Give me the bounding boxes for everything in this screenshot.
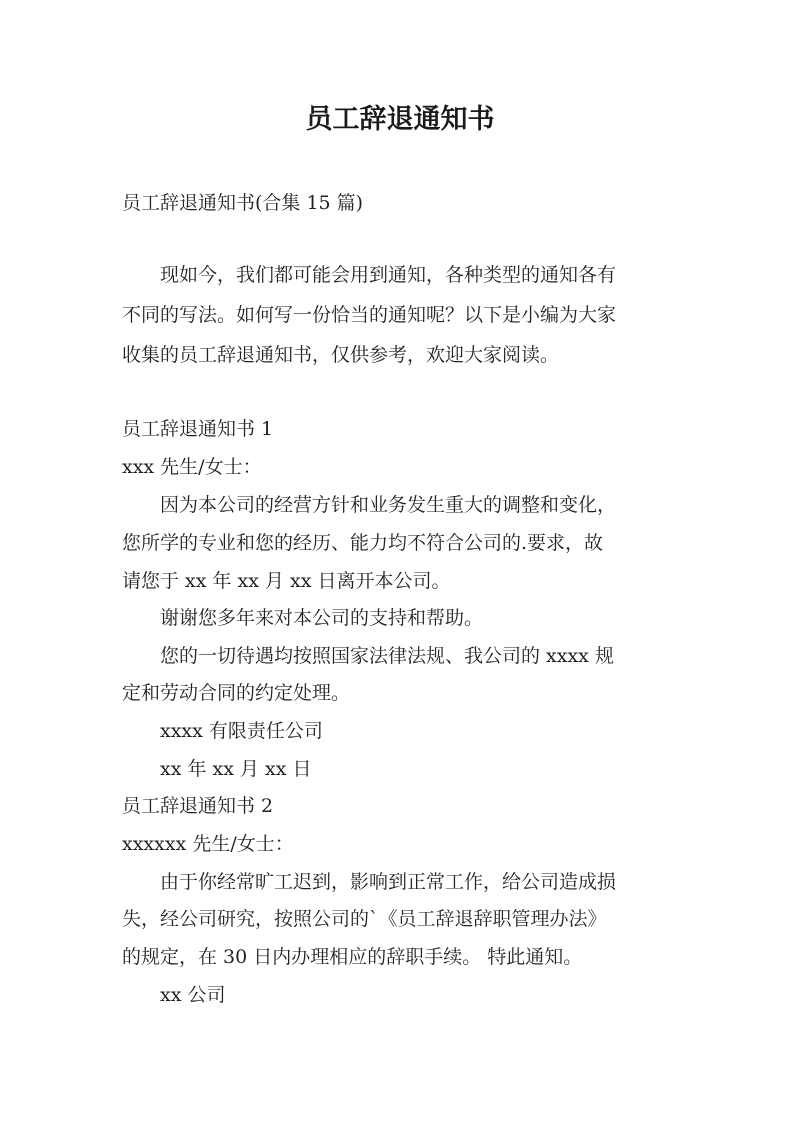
- notice2-paragraph1-line-3: 的规定，在 30 日内办理相应的辞职手续。 特此通知。: [122, 946, 583, 968]
- notice1-paragraph1-line-2: 您所学的专业和您的经历、能力均不符合公司的.要求，故: [122, 532, 604, 554]
- notice1-paragraph1-line-3: 请您于 xx 年 xx 月 xx 日离开本公司。: [122, 570, 451, 592]
- notice1-salutation: xxx 先生/女士：: [122, 456, 262, 478]
- notice1-paragraph3-line-2: 定和劳动合同的约定处理。: [122, 682, 351, 704]
- notice2-heading: 员工辞退通知书 2: [122, 795, 274, 817]
- intro-line-3: 收集的员工辞退通知书，仅供参考，欢迎大家阅读。: [122, 344, 560, 366]
- notice1-paragraph2: 谢谢您多年来对本公司的支持和帮助。: [160, 607, 484, 629]
- notice1-heading: 员工辞退通知书 1: [122, 418, 274, 440]
- document-title: 员工辞退通知书: [305, 104, 495, 135]
- notice1-date: xx 年 xx 月 xx 日: [160, 758, 312, 780]
- notice2-paragraph1-line-2: 失，经公司研究，按照公司的`《员工辞退辞职管理办法》: [122, 908, 607, 930]
- document-subtitle: 员工辞退通知书(合集 15 篇): [122, 192, 364, 214]
- notice2-company: xx 公司: [160, 984, 226, 1006]
- notice1-paragraph1-line-1: 因为本公司的经营方针和业务发生重大的调整和变化，: [160, 494, 617, 516]
- intro-line-2: 不同的写法。如何写一份恰当的通知呢？以下是小编为大家: [122, 304, 617, 326]
- notice2-paragraph1-line-1: 由于你经常旷工迟到，影响到正常工作，给公司造成损: [160, 871, 617, 893]
- notice1-company: xxxx 有限责任公司: [160, 720, 323, 742]
- notice2-salutation: xxxxxx 先生/女士：: [122, 833, 294, 855]
- notice1-paragraph3-line-1: 您的一切待遇均按照国家法律法规、我公司的 xxxx 规: [160, 645, 614, 667]
- intro-line-1: 现如今，我们都可能会用到通知，各种类型的通知各有: [160, 264, 617, 286]
